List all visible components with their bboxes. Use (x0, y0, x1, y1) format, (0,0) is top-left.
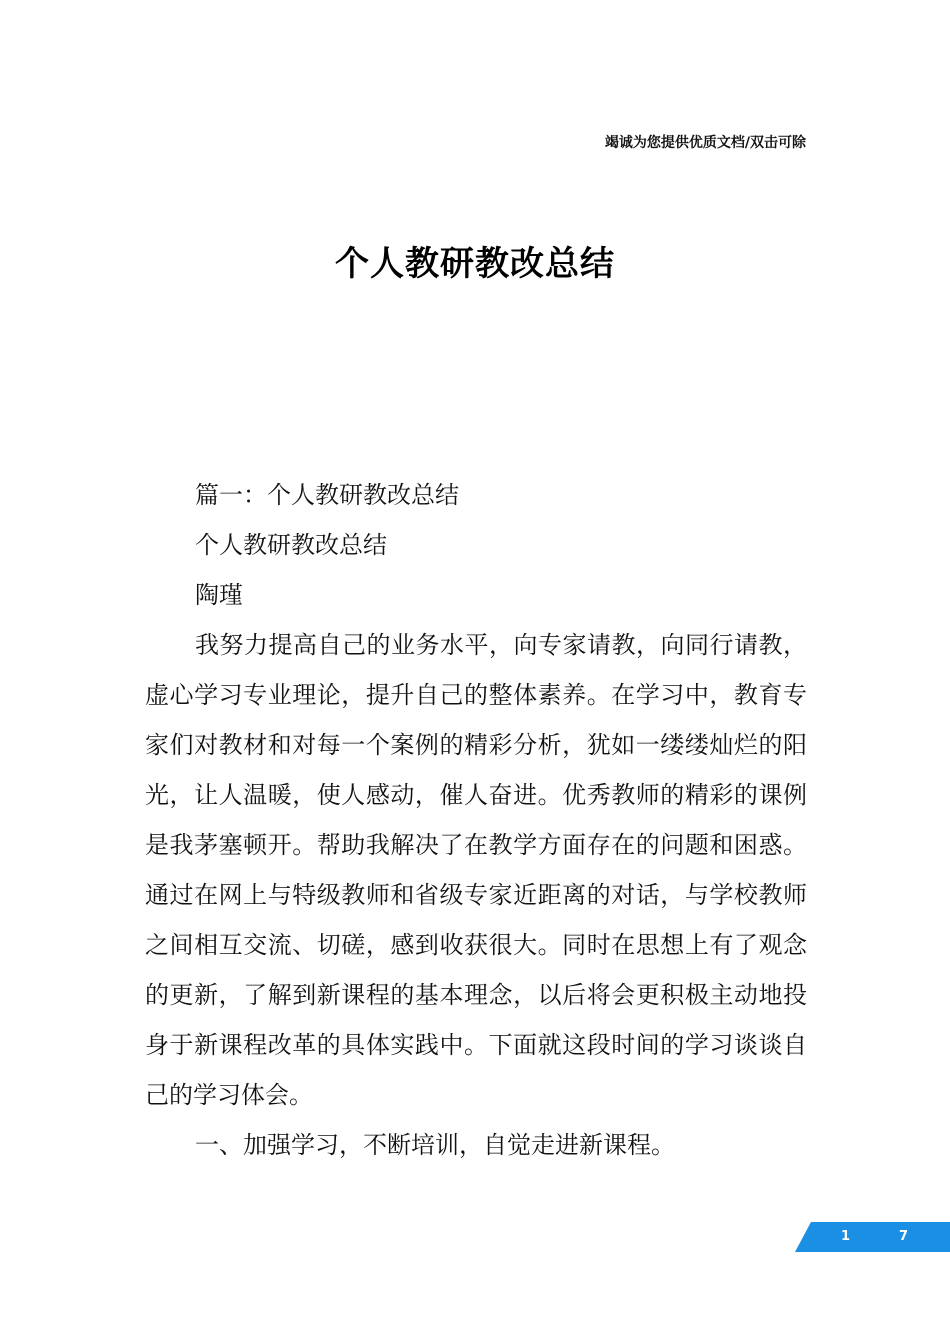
article-title: 个人教研教改总结 (195, 531, 387, 559)
current-page-number: 1 (841, 1229, 851, 1244)
document-body (145, 470, 807, 1170)
author-name: 陶瑾 (195, 581, 243, 609)
section-heading: 篇一：个人教研教改总结 (195, 481, 459, 509)
header-note: 竭诚为您提供优质文档/双击可除 (604, 135, 806, 151)
subsection-heading: 一、加强学习，不断培训，自觉走进新课程。 (195, 1131, 675, 1159)
total-page-count: 7 (899, 1229, 909, 1244)
document-title: 个人教研教改总结 (335, 244, 615, 284)
badge-shape (795, 1222, 950, 1252)
body-paragraph: 我努力提高自己的业务水平，向专家请教，向同行请教，虚心学习专业理论，提升自己的整体素养。在学习中，教育专家们对教材和对每一个案例的精彩分析，犹如一缕缕灿烂的阳光，让人温暖，使人感动，催人奋进。优秀教师的精彩的课例是我茅塞顿开。帮助我解决了在教学方面存在的问题和困惑。通过在网上与特级教师和省级专家近距离的对话，与学校教师之间相互交流、切磋，感到收获很大。同时在思想上有了观念的更新，了解到新课程的基本理念，以后将会更积极主动地投身于新课程改革的具体实践中。下面就这段时间的学习谈谈自己的学习体会。 (145, 631, 807, 1109)
page-number-badge (795, 1222, 950, 1252)
